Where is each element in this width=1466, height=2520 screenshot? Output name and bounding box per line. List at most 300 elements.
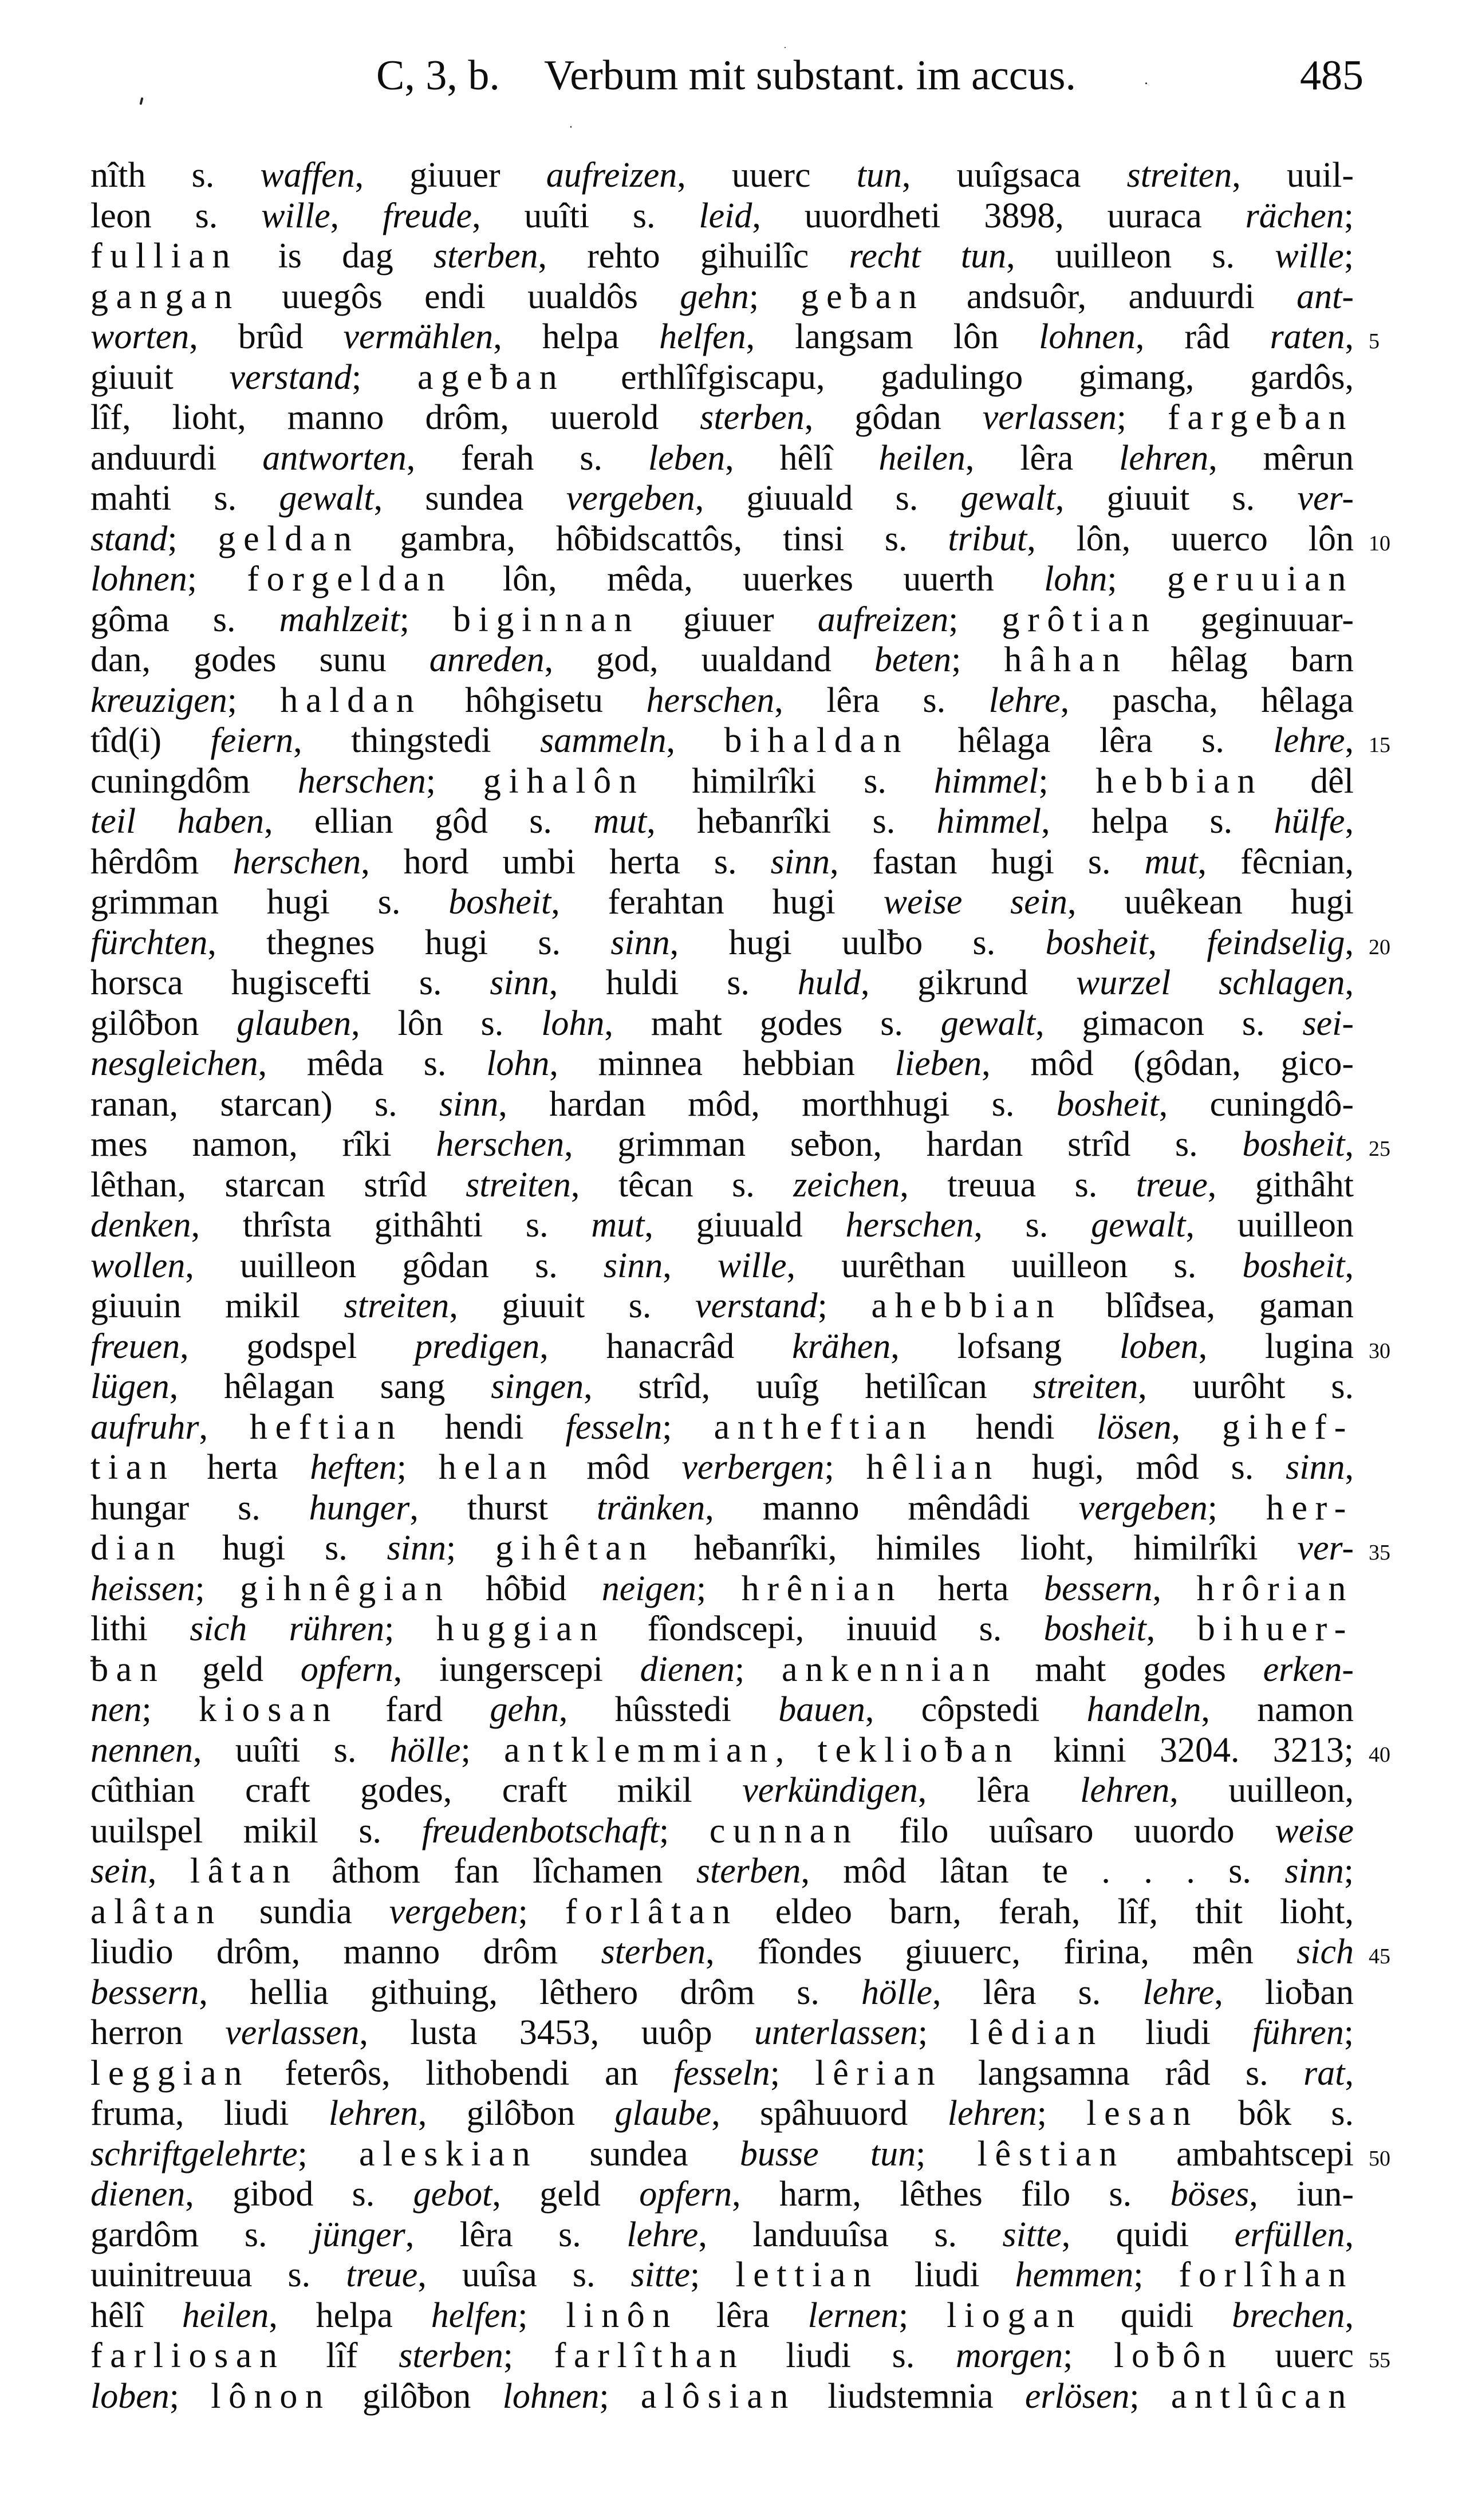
line-text [90,1246,1354,1286]
german-gloss: himmel [933,761,1039,801]
headword-spaced: lêdian [970,2013,1104,2052]
old-saxon-text: giuuin mikil [90,1286,344,1325]
line-text [90,923,1354,963]
old-saxon-text: ; [503,2336,554,2375]
german-gloss: wille [261,196,330,235]
line-text [90,1326,1354,1367]
old-saxon-text: , hêlî [725,438,879,478]
german-gloss: freuen [90,1326,180,1366]
german-gloss: bosheit [1056,1084,1159,1124]
german-gloss: lösen [1096,1407,1172,1447]
old-saxon-text: , [330,196,383,235]
line-text [90,2134,1354,2175]
text-line [90,2134,1390,2175]
old-saxon-text: uuilspel mikil s. [90,1811,422,1850]
old-saxon-text: liudio drôm, manno drôm [90,1932,601,1971]
german-gloss: brechen [1232,2295,1345,2335]
headword-spaced: forgeldan [247,560,453,598]
old-saxon-text: feterôs, lithobendi an [249,2053,673,2093]
old-saxon-text: , uuêkean hugi [1067,883,1354,922]
old-saxon-text: , lofsang [890,1326,1120,1366]
text-line [90,519,1390,560]
german-gloss: bauen [778,1690,865,1729]
german-gloss: bosheit [1242,1125,1345,1164]
german-gloss: sei- [1302,1003,1354,1043]
headword-spaced: haldan [280,680,422,720]
line-text [90,397,1354,438]
line-text [90,1528,1354,1569]
old-saxon-text: , thurst [409,1488,597,1527]
old-saxon-text: , [1345,923,1354,962]
german-gloss: herschen [646,680,775,720]
line-text [90,1124,1354,1165]
old-saxon-text: , [1152,1569,1197,1608]
german-gloss: handeln [1086,1690,1201,1729]
headword-spaced: ageƀan [417,357,565,397]
german-gloss: hölle [389,1730,461,1770]
headword-spaced: lesan [1086,2094,1199,2133]
german-gloss: sinn [387,1529,446,1568]
headword-spaced: ankennian [782,1649,998,1689]
german-gloss: streiten [344,1286,450,1325]
old-saxon-text: , [775,1730,818,1770]
german-gloss: feindselig [1207,923,1345,962]
german-gloss: freude [382,196,472,235]
line-number: 15 [1369,733,1390,757]
headword-spaced: teklioƀan [817,1730,1020,1770]
old-saxon-text: , uuilleon, [1169,1771,1354,1810]
german-gloss: sinn [490,963,549,1002]
german-gloss: lieben [894,1044,982,1083]
old-saxon-text: hêlî [90,2295,182,2335]
german-gloss: mahlzeit [279,600,400,639]
old-saxon-text: geginuuar- [1157,600,1354,639]
old-saxon-text: liudi [1103,2013,1253,2052]
text-line [90,1770,1354,1811]
german-gloss: verbergen [681,1448,825,1487]
old-saxon-text: ; [1343,1852,1354,1891]
old-saxon-text: , giuuit s. [1055,479,1298,518]
line-number: 30 [1369,1338,1390,1363]
line-text [90,2013,1354,2053]
old-saxon-text: , uurêthan uuilleon s. [786,1246,1243,1285]
german-gloss: nen [90,1690,142,1729]
old-saxon-text: , hord umbi herta s. [361,842,771,881]
old-saxon-text: herta [175,1448,310,1487]
line-text [90,842,1354,883]
text-line [90,1851,1354,1892]
german-gloss: lohn [541,1003,605,1043]
old-saxon-text: ; [169,2376,211,2416]
line-number: 45 [1369,1944,1390,1968]
text-line [90,1811,1354,1852]
german-gloss: vermählen [343,317,494,356]
line-text [90,1569,1354,1609]
old-saxon-text: , uuilleon [1185,1206,1354,1245]
german-gloss: sterben [433,237,538,275]
line-text [90,2174,1354,2215]
german-gloss: fesseln [673,2053,770,2093]
german-gloss: gewalt [279,479,374,518]
text-line [90,882,1354,923]
german-gloss: wollen [90,1246,186,1285]
german-gloss: teil haben [90,802,265,841]
headword-spaced: geldan [218,519,360,558]
old-saxon-text: ; [662,1407,714,1447]
old-saxon-text: langsamna râd s. [943,2053,1304,2093]
old-saxon-text: uuerc [1234,2336,1354,2375]
old-saxon-text: , uuerc [677,156,857,195]
old-saxon-text: uuinitreuua s. [90,2255,346,2294]
old-saxon-text: , [1345,721,1354,760]
german-gloss: helfen [659,317,746,356]
line-text [90,882,1354,923]
old-saxon-text: , lêra [917,1771,1081,1810]
text-line [90,1003,1354,1044]
german-gloss: lehren [1080,1771,1170,1810]
old-saxon-text: ; [195,1569,241,1608]
old-saxon-text: mes namon, rîki [90,1125,436,1164]
headword-spaced: hebbian [1095,761,1263,801]
old-saxon-text: , [1345,2295,1354,2335]
line-text [90,640,1354,680]
headword-spaced: farliosan [90,2336,285,2375]
old-saxon-text: , [1345,2053,1354,2093]
headword-spaced: dian [90,1529,183,1568]
text-line [90,236,1354,277]
german-gloss: weise sein [883,883,1068,922]
old-saxon-text: âthom fan lîchamen [298,1852,696,1891]
old-saxon-text: , maht godes s. [604,1003,941,1043]
german-gloss: vergeben [389,1892,518,1931]
headword-spaced: gihef- [1222,1407,1354,1447]
line-text [90,1286,1354,1326]
german-gloss: treue [346,2255,418,2294]
german-gloss: verlassen [225,2013,360,2052]
text-line [90,720,1390,761]
section-label: C, 3, b. [376,52,500,99]
german-gloss: lügen [90,1367,170,1406]
line-text [90,1851,1354,1892]
text-line [90,357,1354,398]
old-saxon-text: ; [518,2295,566,2335]
old-saxon-text: , lêra s. [932,1972,1143,2012]
german-gloss: ver- [1297,1529,1354,1568]
old-saxon-text: , gibod s. [185,2175,413,2214]
old-saxon-text: , môd lâtan te . . . s. [801,1852,1285,1891]
text-line [90,1124,1390,1165]
line-text [90,357,1354,398]
german-gloss: heften [310,1448,397,1487]
headword-spaced: antheftian [714,1407,934,1447]
text-line [90,761,1354,802]
line-text [90,720,1354,761]
old-saxon-text: ; [1107,560,1167,598]
german-gloss: sinn [1284,1852,1344,1891]
line-text [90,1003,1354,1044]
headword-spaced: fargeƀan [1168,398,1354,437]
text-line [90,2174,1354,2215]
old-saxon-text: , helpa s. [1041,802,1274,841]
headword-spaced: biginnan [453,600,640,639]
old-saxon-text: môd [554,1448,682,1487]
old-saxon-text: liudi s. [744,2336,956,2375]
german-gloss: wille [717,1246,787,1285]
german-gloss: glaube [614,2094,712,2133]
headword-spaced: grôtian [1002,600,1157,639]
old-saxon-text: hêlaga lêra s. [909,721,1274,760]
old-saxon-text: ; [734,1649,782,1689]
old-saxon-text: , [1345,963,1354,1002]
old-saxon-text: ; [916,2134,978,2174]
line-text [90,1690,1354,1730]
old-saxon-text: hêrdôm [90,842,233,881]
text-line [90,2215,1354,2255]
german-gloss: feiern [210,721,294,760]
text-line [90,1730,1390,1771]
german-gloss: verlassen [982,398,1117,437]
old-saxon-text: liudstemnia [796,2376,1025,2416]
german-gloss: mut [591,1206,645,1245]
german-gloss: gewalt [1091,1206,1186,1245]
headword-spaced: hrôrian [1196,1569,1354,1608]
text-line [90,1205,1354,1246]
line-number: 5 [1369,329,1380,353]
old-saxon-text: , lêra [965,438,1120,478]
headword-spaced: ahebbian [871,1286,1062,1325]
text-line [90,2376,1354,2417]
old-saxon-text: ; [141,1690,199,1729]
old-saxon-text: ; [1116,398,1168,437]
german-gloss: heissen [90,1569,195,1608]
german-gloss: sterben [601,1932,706,1971]
line-text [90,1488,1354,1529]
german-gloss: weise [1275,1811,1354,1850]
german-gloss: bessern [90,1972,199,2012]
german-gloss: kreuzigen [90,680,227,720]
german-gloss: opfern [639,2175,732,2214]
headword-spaced: gangan [90,277,240,316]
old-saxon-text: anduurdi [90,438,263,478]
german-gloss: neigen [601,1569,697,1608]
german-gloss: hülfe [1274,802,1345,841]
german-gloss: tränken [596,1488,706,1527]
old-saxon-text: , rehto gihuilîc [538,237,849,275]
german-gloss: nennen [90,1730,194,1770]
german-gloss: rächen [1245,196,1344,235]
line-number: 25 [1369,1137,1390,1161]
scan-speck [570,126,572,128]
old-saxon-text: , heƀanrîki s. [647,802,937,841]
line-text [90,236,1354,277]
text-line [90,559,1354,600]
old-saxon-text: ; [599,2376,641,2416]
headword-spaced: hêlian [866,1448,1000,1487]
old-saxon-text: , uuordheti 3898, uuraca [752,196,1246,235]
old-saxon-text: fruma, liudi [90,2094,329,2133]
headword-spaced: kiosan [199,1690,338,1729]
old-saxon-text: sundea [538,2134,740,2174]
german-gloss: gewalt [940,1003,1036,1043]
german-gloss: sinn [1286,1448,1345,1487]
german-gloss: huld [797,963,861,1002]
old-saxon-text: cuningdôm [90,761,298,801]
line-text [90,478,1354,519]
glossary-text-block [90,155,1390,2416]
old-saxon-text: eldeo barn, ferah, lîf, thit lioht, [738,1892,1354,1931]
old-saxon-text: horsca hugiscefti s. [90,963,490,1002]
old-saxon-text: , gimacon s. [1035,1003,1303,1043]
headword-spaced: loƀôn [1114,2336,1234,2375]
old-saxon-text: ; [396,1448,439,1487]
german-gloss: waffen [260,156,355,195]
old-saxon-text: gilôƀon [90,1003,237,1043]
old-saxon-text: , ellian gôd s. [264,802,594,841]
german-gloss: vergeben [566,479,695,518]
line-text [90,1972,1354,2013]
old-saxon-text: liudi [878,2255,1015,2294]
line-text [90,2255,1354,2295]
german-gloss: vergeben [1078,1488,1208,1527]
headword-spaced: bihaldan [724,721,909,760]
old-saxon-text: grimman hugi s. [90,883,449,922]
german-gloss: opfern [300,1649,393,1689]
old-saxon-text: , têcan s. [570,1165,794,1204]
german-gloss: sich rühren [190,1609,385,1648]
text-line [90,277,1354,317]
old-saxon-text: himilrîki s. [644,761,934,801]
old-saxon-text: ; [187,560,247,598]
old-saxon-text: lêra [678,2295,808,2335]
german-gloss: lohnen [502,2376,600,2416]
german-gloss: sinn [610,923,670,962]
old-saxon-text: maht godes [998,1649,1263,1689]
german-gloss: himmel [936,802,1042,841]
text-line [90,155,1354,196]
old-saxon-text: , huldi s. [549,963,798,1002]
german-gloss: bosheit [1043,1609,1146,1648]
scan-speck [785,47,786,48]
headword-spaced: lônon [211,2376,331,2416]
old-saxon-text: cûthian craft godes, craft mikil [90,1771,743,1810]
line-number: 20 [1369,935,1390,959]
text-line [90,397,1354,438]
german-gloss: fürchten [90,923,208,962]
headword-spaced: lêrian [815,2053,943,2093]
old-saxon-text: , uuîti s. [472,196,699,235]
german-gloss: raten [1270,317,1345,356]
old-saxon-text: lôn, mêda, uuerkes uuerth [452,560,1045,598]
german-gloss: herschen [297,761,426,801]
line-text [90,1407,1354,1448]
old-saxon-text: ambahtscepi [1124,2134,1354,2174]
old-saxon-text: , [1148,923,1207,962]
german-gloss: bosheit [448,883,551,922]
headword-spaced: aleskian [359,2134,538,2174]
old-saxon-text: fîondscepi, inuuid s. [605,1609,1044,1648]
old-saxon-text: ; [1133,2255,1179,2294]
old-saxon-text: , lêra s. [774,680,989,720]
text-line [90,600,1354,640]
old-saxon-text: , [1146,1609,1197,1648]
old-saxon-text: ; [824,1448,866,1487]
line-text [90,2093,1354,2134]
old-saxon-text: , [666,721,724,760]
headword-spaced: her- [1266,1488,1354,1527]
old-saxon-text: sundia [222,1892,389,1931]
german-gloss: zeichen [793,1165,900,1204]
old-saxon-text: , giuuer [354,156,546,195]
old-saxon-text: , giuuald s. [695,479,961,518]
old-saxon-text: , [1345,1448,1354,1487]
old-saxon-text: , hêlagan sang [169,1367,491,1406]
headword-spaced: liogan [947,2295,1082,2335]
german-gloss: sterben [696,1852,801,1891]
text-line [90,1286,1354,1326]
line-number: 50 [1369,2146,1390,2171]
old-saxon-text: , uuilleon gôdan s. [185,1246,604,1285]
old-saxon-text: ; [1038,761,1096,801]
old-saxon-text: tîd(i) [90,721,211,760]
old-saxon-text: erthlîfgiscapu, gadulingo gimang, gardôs, [565,357,1354,397]
german-gloss: sitte [1002,2215,1062,2254]
text-line [90,923,1390,963]
line-text [90,1770,1354,1811]
headword-spaced: lêstian [977,2134,1125,2174]
german-gloss: sterben [399,2336,503,2375]
old-saxon-text: , lôn, uuerco lôn [1027,519,1354,558]
page-number: 485 [1300,52,1363,99]
old-saxon-text: , fîondes giuuerc, firina, mên [706,1932,1297,1971]
old-saxon-text: ; [425,761,483,801]
old-saxon-text: mahti s. [90,479,279,518]
old-saxon-text: ; [817,1286,872,1325]
old-saxon-text: quidi [1082,2295,1232,2335]
old-saxon-text: , gilôƀon [417,2094,615,2133]
old-saxon-text: ; [696,1569,742,1608]
german-gloss: gehn [490,1690,559,1729]
line-text [90,1044,1354,1084]
old-saxon-text: , lusta 3453, uuôp [359,2013,754,2052]
old-saxon-text: , grimman seƀon, hardan strîd s. [564,1125,1243,1164]
headword-spaced: linôn [566,2295,679,2335]
old-saxon-text: , githâht [1207,1165,1354,1204]
old-saxon-text: ; [227,680,281,720]
old-saxon-text: , langsam lôn [746,317,1039,356]
old-saxon-text: herta [903,1569,1045,1608]
text-line [90,2336,1390,2376]
old-saxon-text: ; [689,2255,736,2294]
german-gloss: singen [491,1367,584,1406]
old-saxon-text: hendi [933,1407,1097,1447]
text-line [90,2255,1354,2295]
german-gloss: dienen [640,1649,735,1689]
line-text [90,2295,1354,2336]
german-gloss: verstand [695,1286,818,1325]
german-gloss: mut [593,802,647,841]
text-line [90,2093,1354,2134]
old-saxon-text: , iungerscepi [393,1649,640,1689]
german-gloss: hunger [309,1488,410,1527]
german-gloss: aufreizen [546,156,677,195]
headword-spaced: forlâtan [565,1892,738,1931]
scan-speck [139,97,143,105]
old-saxon-text: , [199,1407,250,1447]
german-gloss: erlösen [1024,2376,1130,2416]
text-line [90,317,1380,357]
old-saxon-text: , manno mêndâdi [705,1488,1079,1527]
headword-spaced: alâtan [90,1892,222,1931]
